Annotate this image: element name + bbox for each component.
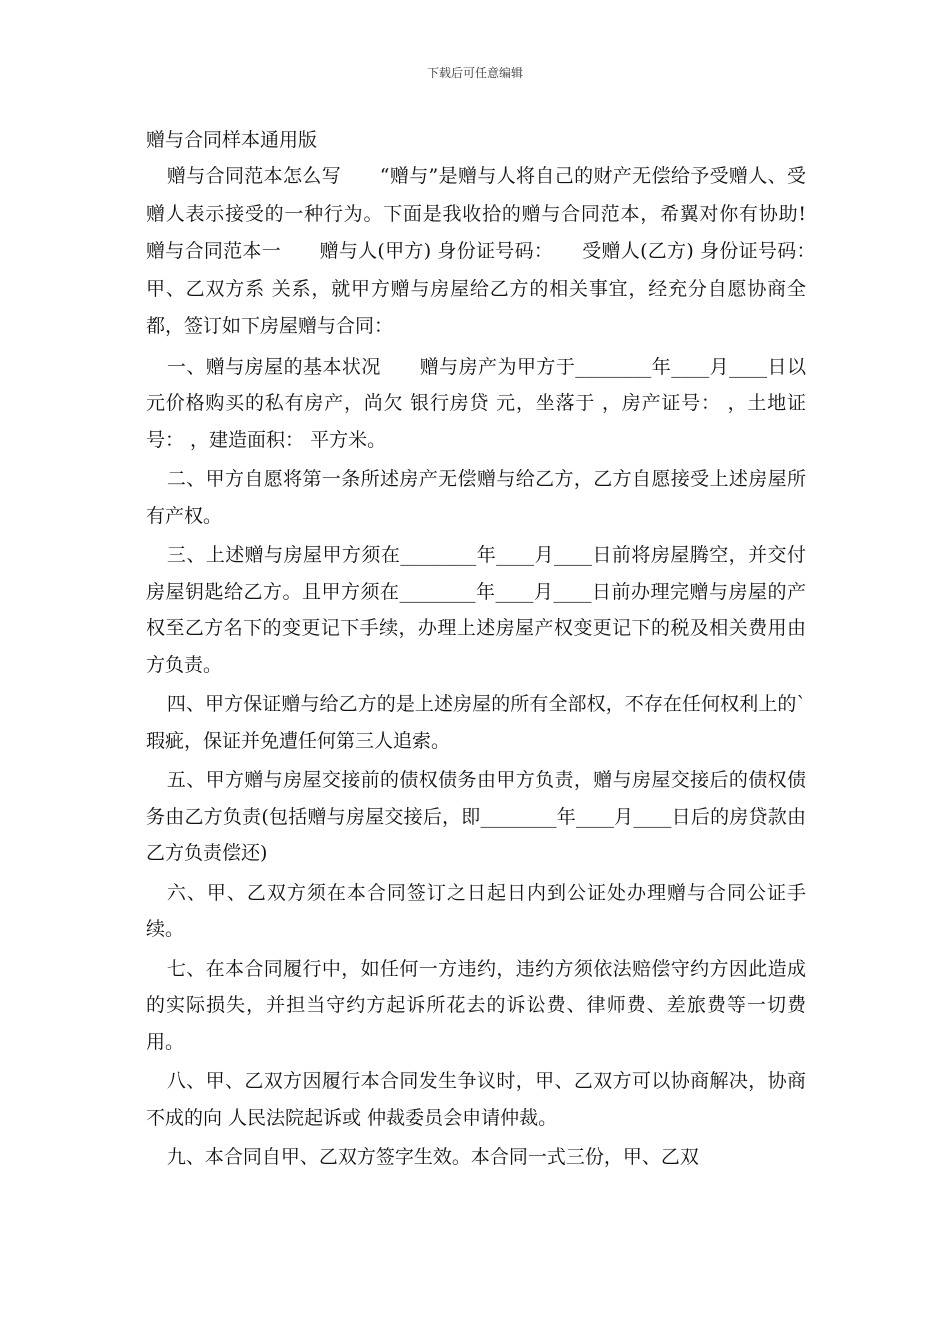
clause-2: 二、甲方自愿将第一条所述房产无偿赠与给乙方，乙方自愿接受上述房屋所有产权。	[146, 468, 806, 527]
clause-8: 八、甲、乙双方因履行本合同发生争议时，甲、乙双方可以协商解决，协商不成的向 人民法院起诉或 仲裁委员会申请仲裁。	[146, 1070, 806, 1129]
clause-6: 六、甲、乙双方须在本合同签订之日起日内到公证处办理赠与合同公证手续。	[146, 881, 806, 940]
clause-7: 七、在本合同履行中，如任何一方违约，违约方须依法赔偿守约方因此造成的实际损失，并担当守约方起诉所花去的诉讼费、律师费、差旅费等一切费用。	[146, 957, 806, 1053]
clause-9: 九、本合同自甲、乙双方签字生效。本合同一式三份，甲、乙双	[166, 1146, 699, 1168]
clause-5: 五、甲方赠与房屋交接前的债权债务由甲方负责，赠与房屋交接后的债权债务由乙方负责(包括赠与房屋交接后，即________年____月____日后的房贷款由乙方负责偿还)	[146, 769, 806, 864]
clause-1: 一、赠与房屋的基本状况 赠与房产为甲方于________年____月____日以 元价格购买的私有房产，尚欠 银行房贷 元，坐落于 ，房产证号： ，土地证号： ，建造面积： 平方米。	[146, 355, 806, 451]
page-header: 下载后可任意编辑	[426, 66, 523, 80]
document-title: 赠与合同样本通用版	[146, 129, 318, 151]
intro-paragraph: 赠与合同范本怎么写 “赠与”是赠与人将自己的财产无偿给予受赠人、受赠人表示接受的一种行为。下面是我收拾的赠与合同范本，希翼对你有协助! 赠与合同范本一 赠与人(甲方) 身份证号码： 受赠人(乙方) 身份证号码： 甲、乙双方系 关系，就甲方赠与房屋给乙方的相关事宜，经充分自愿协商全都，签订如下房屋赠与合同：	[146, 165, 845, 337]
clause-4: 四、甲方保证赠与给乙方的是上述房屋的所有全部权，不存在任何权利上的`瑕疵，保证并免遭任何第三人追索。	[146, 693, 806, 752]
clause-3: 三、上述赠与房屋甲方须在________年____月____日前将房屋腾空，并交付房屋钥匙给乙方。且甲方须在________年____月____日前办理完赠与房屋的产权至乙方名下的变更记下手续，办理上述房屋产权变更记下的税及相关费用由 方负责。	[146, 544, 806, 676]
document-body	[146, 124, 845, 1179]
